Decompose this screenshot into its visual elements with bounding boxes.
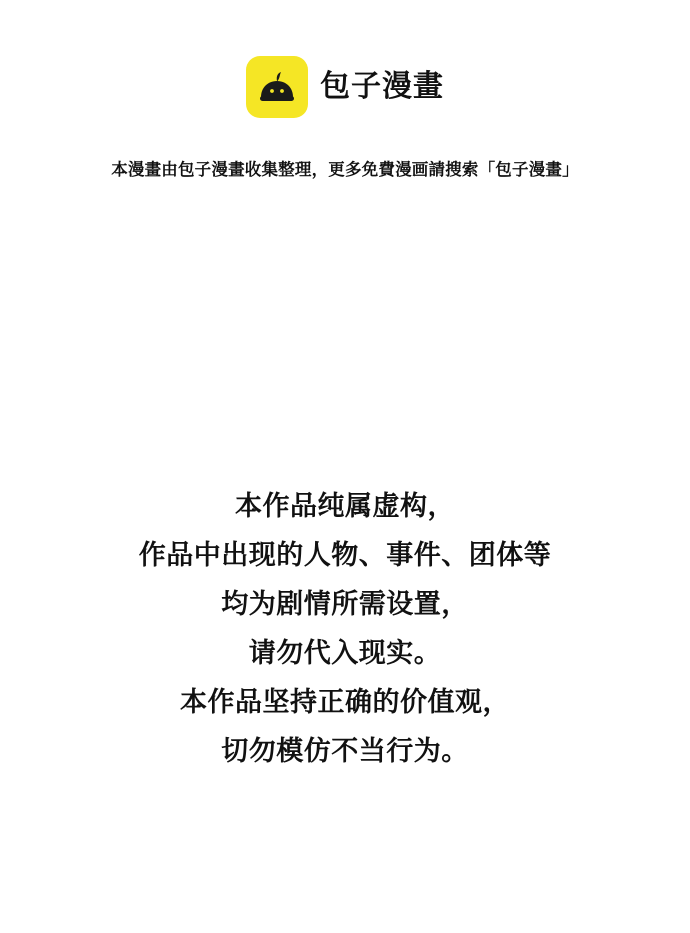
disclaimer-line: 本作品坚持正确的价值观，	[180, 687, 510, 718]
disclaimer-line: 本作品纯属虚构，	[235, 491, 455, 522]
disclaimer-line: 请勿代入现实。	[248, 638, 442, 669]
brand-name: 包子漫畫	[320, 69, 444, 104]
disclaimer-line: 切勿模仿不当行为。	[221, 736, 469, 767]
disclaimer-line: 均为剧情所需设置，	[221, 589, 469, 620]
disclaimer-line: 作品中出现的人物、事件、团体等	[138, 540, 552, 571]
disclaimer-block	[0, 482, 690, 776]
collection-notice: 本漫畫由包子漫畫收集整理，更多免費漫画請搜索「包子漫畫」	[111, 160, 579, 179]
baozi-bun-icon	[246, 56, 308, 118]
brand-header	[246, 56, 444, 118]
